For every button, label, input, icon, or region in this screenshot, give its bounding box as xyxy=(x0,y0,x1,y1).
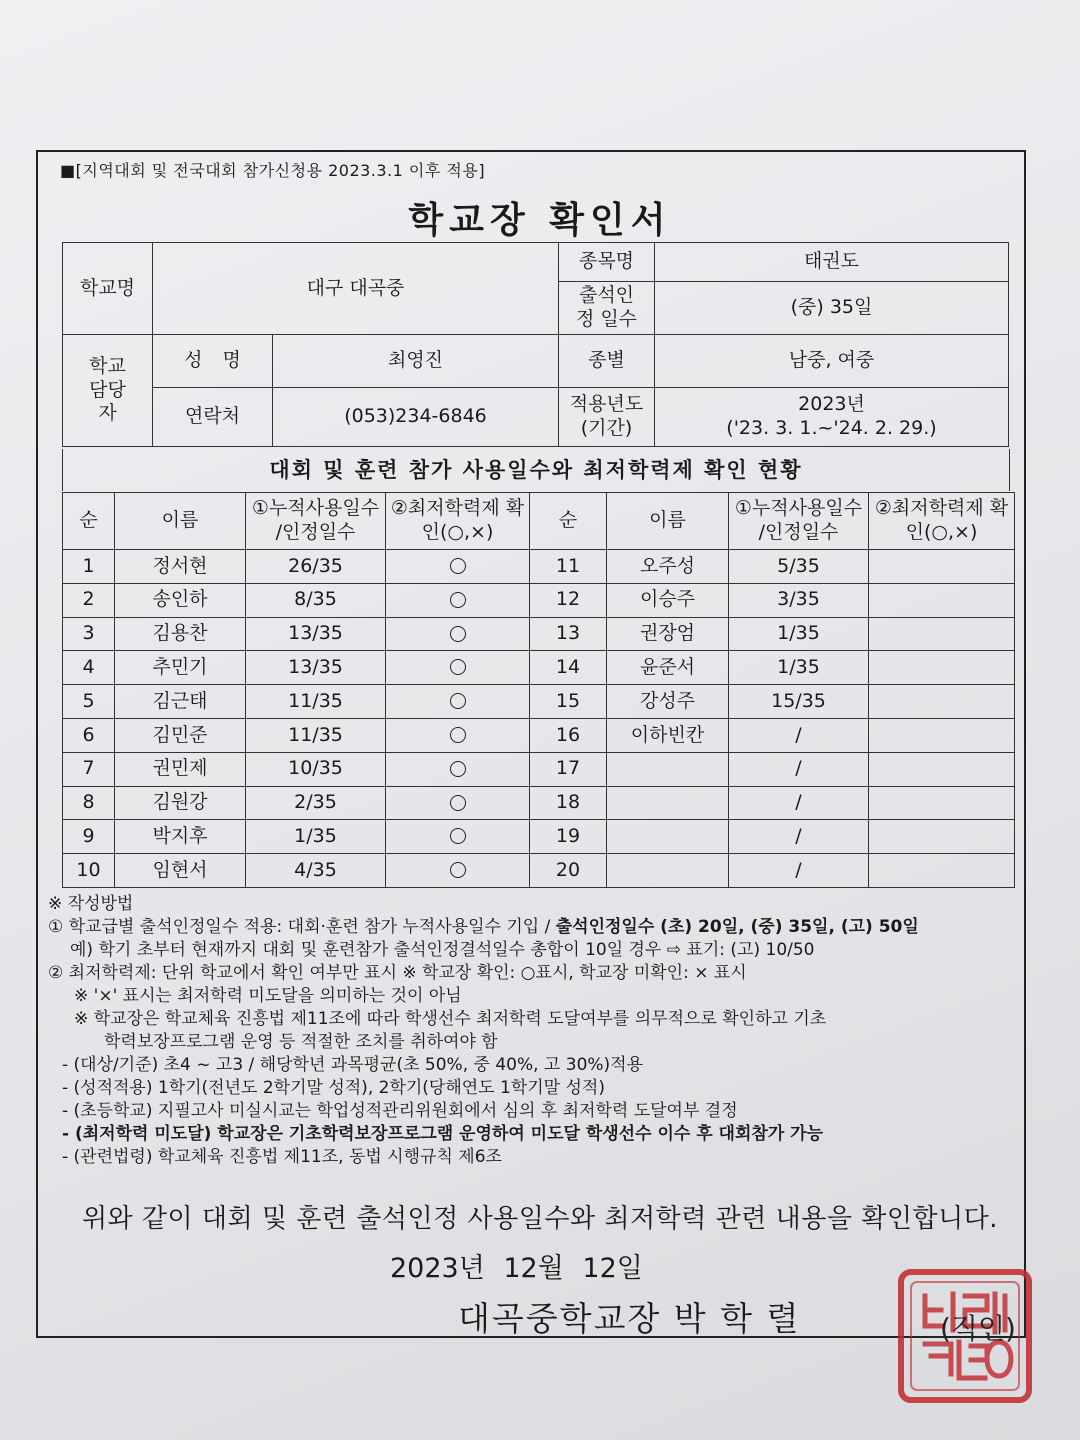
check-circle-icon xyxy=(450,693,466,709)
table-row xyxy=(63,820,1015,854)
student-name: 박지후 xyxy=(115,820,246,854)
table-row xyxy=(63,854,1015,888)
notes-line-6: 학력보장프로그램 운영 등 적절한 조치를 취하여야 함 xyxy=(104,1032,498,1052)
notes-line-8: - (성적적용) 1학기(전년도 2학기말 성적), 2학기(당해연도 1학기말 성적) xyxy=(62,1078,605,1098)
used-days: 2/35 xyxy=(246,786,386,820)
min-grade-check xyxy=(386,651,530,685)
min-grade-check xyxy=(869,718,1015,752)
issue-date: 2023년 12월 12일 xyxy=(390,1253,643,1284)
name-label: 성 명 xyxy=(153,335,273,388)
used-days: / xyxy=(729,820,869,854)
used-days: 13/35 xyxy=(246,651,386,685)
check-circle-icon xyxy=(450,795,466,811)
year-label: 적용년도 (기간) xyxy=(559,388,655,447)
used-days: 26/35 xyxy=(246,550,386,584)
min-grade-check xyxy=(386,854,530,888)
student-name: 강성주 xyxy=(607,685,729,719)
notes-heading: ※ 작성방법 xyxy=(48,894,134,914)
section-title: 대회 및 훈련 참가 사용일수와 최저학력제 확인 현황 xyxy=(62,449,1010,491)
attendance-value: (중) 35일 xyxy=(655,282,1009,335)
row-number: 12 xyxy=(530,583,607,617)
header-no: 순 xyxy=(63,493,115,550)
check-circle-icon xyxy=(450,626,466,642)
table-row xyxy=(63,583,1015,617)
notes-line-7: - (대상/기준) 초4 ~ 고3 / 해당학년 과목평균(초 50%, 중 40%, 고 30%)적용 xyxy=(62,1055,644,1075)
used-days: 11/35 xyxy=(246,685,386,719)
header-check: ②최저학력제 확인(○,×) xyxy=(386,493,530,550)
min-grade-check xyxy=(386,786,530,820)
check-circle-icon xyxy=(450,761,466,777)
signer: 대곡중학교장 박 학 렬 xyxy=(458,1299,801,1338)
check-circle-icon xyxy=(450,727,466,743)
student-name: 윤준서 xyxy=(607,651,729,685)
row-number: 19 xyxy=(530,820,607,854)
row-number: 7 xyxy=(63,752,115,786)
gender-label: 종별 xyxy=(559,335,655,388)
table-row xyxy=(63,550,1015,584)
student-name: 오주성 xyxy=(607,550,729,584)
row-number: 6 xyxy=(63,718,115,752)
notes-line-1 xyxy=(48,916,1018,939)
min-grade-check xyxy=(386,820,530,854)
sport-value: 태권도 xyxy=(655,243,1009,282)
min-grade-check xyxy=(386,617,530,651)
confirmation-text: 위와 같이 대회 및 훈련 출석인정 사용일수와 최저학력 관련 내용을 확인합니다. xyxy=(81,1204,999,1234)
school-value: 대구 대곡중 xyxy=(153,243,559,335)
period-value: ('23. 3. 1.~'24. 2. 29.) xyxy=(726,417,937,439)
notes-line-2: 예) 학기 초부터 현재까지 대회 및 훈련참가 출석인정결석일수 총합이 10일 경우 ⇨ 표기: (고) 10/50 xyxy=(70,940,815,960)
student-name: 김근태 xyxy=(115,685,246,719)
row-number: 1 xyxy=(63,550,115,584)
row-number: 8 xyxy=(63,786,115,820)
info-table xyxy=(62,242,1009,447)
min-grade-check xyxy=(386,583,530,617)
notes-line-9: - (초등학교) 지필고사 미실시교는 학업성적관리위원회에서 심의 후 최저학력 도달여부 결정 xyxy=(62,1101,738,1121)
min-grade-check xyxy=(869,550,1015,584)
check-circle-icon xyxy=(450,862,466,878)
table-row xyxy=(63,718,1015,752)
table-row xyxy=(63,786,1015,820)
attendance-label: 출석인정 일수 xyxy=(559,282,655,335)
check-circle-icon xyxy=(450,592,466,608)
notes-line-1-text: ① 학교급별 출석인정일수 적용: 대회·훈련 참가 누적사용일수 기입 / xyxy=(48,917,556,937)
notes xyxy=(48,893,1018,1169)
row-number: 20 xyxy=(530,854,607,888)
row-number: 3 xyxy=(63,617,115,651)
student-table xyxy=(62,492,1015,888)
min-grade-check xyxy=(869,786,1015,820)
used-days: / xyxy=(729,854,869,888)
sport-label: 종목명 xyxy=(559,243,655,282)
used-days: 8/35 xyxy=(246,583,386,617)
row-number: 9 xyxy=(63,820,115,854)
header-days: ①누적사용일수 /인정일수 xyxy=(246,493,386,550)
header-name: 이름 xyxy=(115,493,246,550)
min-grade-check xyxy=(869,854,1015,888)
used-days: 11/35 xyxy=(246,718,386,752)
table-row xyxy=(63,651,1015,685)
used-days: 3/35 xyxy=(729,583,869,617)
notes-line-10: - (최저학력 미도달) 학교장은 기초학력보장프로그램 운영하여 미도달 학생선수 이수 후 대회참가 가능 xyxy=(62,1124,823,1144)
notes-line-4: ※ '×' 표시는 최저학력 미도달을 의미하는 것이 아님 xyxy=(74,986,462,1006)
used-days: / xyxy=(729,718,869,752)
student-name: 추민기 xyxy=(115,651,246,685)
min-grade-check xyxy=(386,550,530,584)
row-number: 2 xyxy=(63,583,115,617)
student-rows xyxy=(63,550,1015,888)
student-name: 권민제 xyxy=(115,752,246,786)
student-name: 정서현 xyxy=(115,550,246,584)
used-days: / xyxy=(729,786,869,820)
year-cell xyxy=(655,388,1009,447)
gender-value: 남중, 여중 xyxy=(655,335,1009,388)
used-days: 15/35 xyxy=(729,685,869,719)
notes-line-3: ② 최저학력제: 단위 학교에서 확인 여부만 표시 ※ 학교장 확인: ○표시, 학교장 미확인: × 표시 xyxy=(48,963,747,983)
student-name: 이하빈칸 xyxy=(607,718,729,752)
name-value: 최영진 xyxy=(273,335,559,388)
student-name xyxy=(607,752,729,786)
header-check: ②최저학력제 확인(○,×) xyxy=(869,493,1015,550)
min-grade-check xyxy=(869,752,1015,786)
row-number: 15 xyxy=(530,685,607,719)
contact-label: 연락처 xyxy=(153,388,273,447)
used-days: 1/35 xyxy=(246,820,386,854)
row-number: 11 xyxy=(530,550,607,584)
row-number: 17 xyxy=(530,752,607,786)
student-name: 김용찬 xyxy=(115,617,246,651)
notes-line-1-bold: 출석인정일수 (초) 20일, (중) 35일, (고) 50일 xyxy=(555,917,919,937)
notes-line-11: - (관련법령) 학교체육 진흥법 제11조, 동법 시행규칙 제6조 xyxy=(62,1147,502,1167)
check-circle-icon xyxy=(450,558,466,574)
min-grade-check xyxy=(869,651,1015,685)
stamp-label: (직인) xyxy=(940,1312,1016,1345)
student-name: 송인하 xyxy=(115,583,246,617)
table-header-row xyxy=(63,493,1015,550)
table-row xyxy=(63,752,1015,786)
used-days: 4/35 xyxy=(246,854,386,888)
used-days: 10/35 xyxy=(246,752,386,786)
min-grade-check xyxy=(386,752,530,786)
min-grade-check xyxy=(869,617,1015,651)
used-days: 1/35 xyxy=(729,617,869,651)
header-no: 순 xyxy=(530,493,607,550)
row-number: 10 xyxy=(63,854,115,888)
student-name: 권장엄 xyxy=(607,617,729,651)
school-label: 학교명 xyxy=(63,243,153,335)
manager-label: 학교 담당자 xyxy=(63,335,153,447)
header-note: ■[지역대회 및 전국대회 참가신청용 2023.3.1 이후 적용] xyxy=(60,161,486,180)
header-name: 이름 xyxy=(607,493,729,550)
table-row xyxy=(63,685,1015,719)
row-number: 16 xyxy=(530,718,607,752)
min-grade-check xyxy=(386,718,530,752)
min-grade-check xyxy=(869,820,1015,854)
used-days: / xyxy=(729,752,869,786)
contact-value: (053)234-6846 xyxy=(273,388,559,447)
student-name: 임현서 xyxy=(115,854,246,888)
student-name xyxy=(607,786,729,820)
used-days: 5/35 xyxy=(729,550,869,584)
min-grade-check xyxy=(869,583,1015,617)
row-number: 5 xyxy=(63,685,115,719)
page-title: 학교장 확인서 xyxy=(408,200,672,241)
table-row xyxy=(63,617,1015,651)
row-number: 4 xyxy=(63,651,115,685)
header-days: ①누적사용일수 /인정일수 xyxy=(729,493,869,550)
student-name: 김민준 xyxy=(115,718,246,752)
notes-line-5: ※ 학교장은 학교체육 진흥법 제11조에 따라 학생선수 최저학력 도달여부를 의무적으로 확인하고 기초 xyxy=(74,1009,827,1029)
row-number: 14 xyxy=(530,651,607,685)
check-circle-icon xyxy=(450,659,466,675)
row-number: 18 xyxy=(530,786,607,820)
year-value: 2023년 xyxy=(798,393,865,416)
student-name: 김원강 xyxy=(115,786,246,820)
student-name xyxy=(607,820,729,854)
row-number: 13 xyxy=(530,617,607,651)
min-grade-check xyxy=(386,685,530,719)
min-grade-check xyxy=(869,685,1015,719)
student-name: 이승주 xyxy=(607,583,729,617)
check-circle-icon xyxy=(450,828,466,844)
used-days: 13/35 xyxy=(246,617,386,651)
used-days: 1/35 xyxy=(729,651,869,685)
student-name xyxy=(607,854,729,888)
